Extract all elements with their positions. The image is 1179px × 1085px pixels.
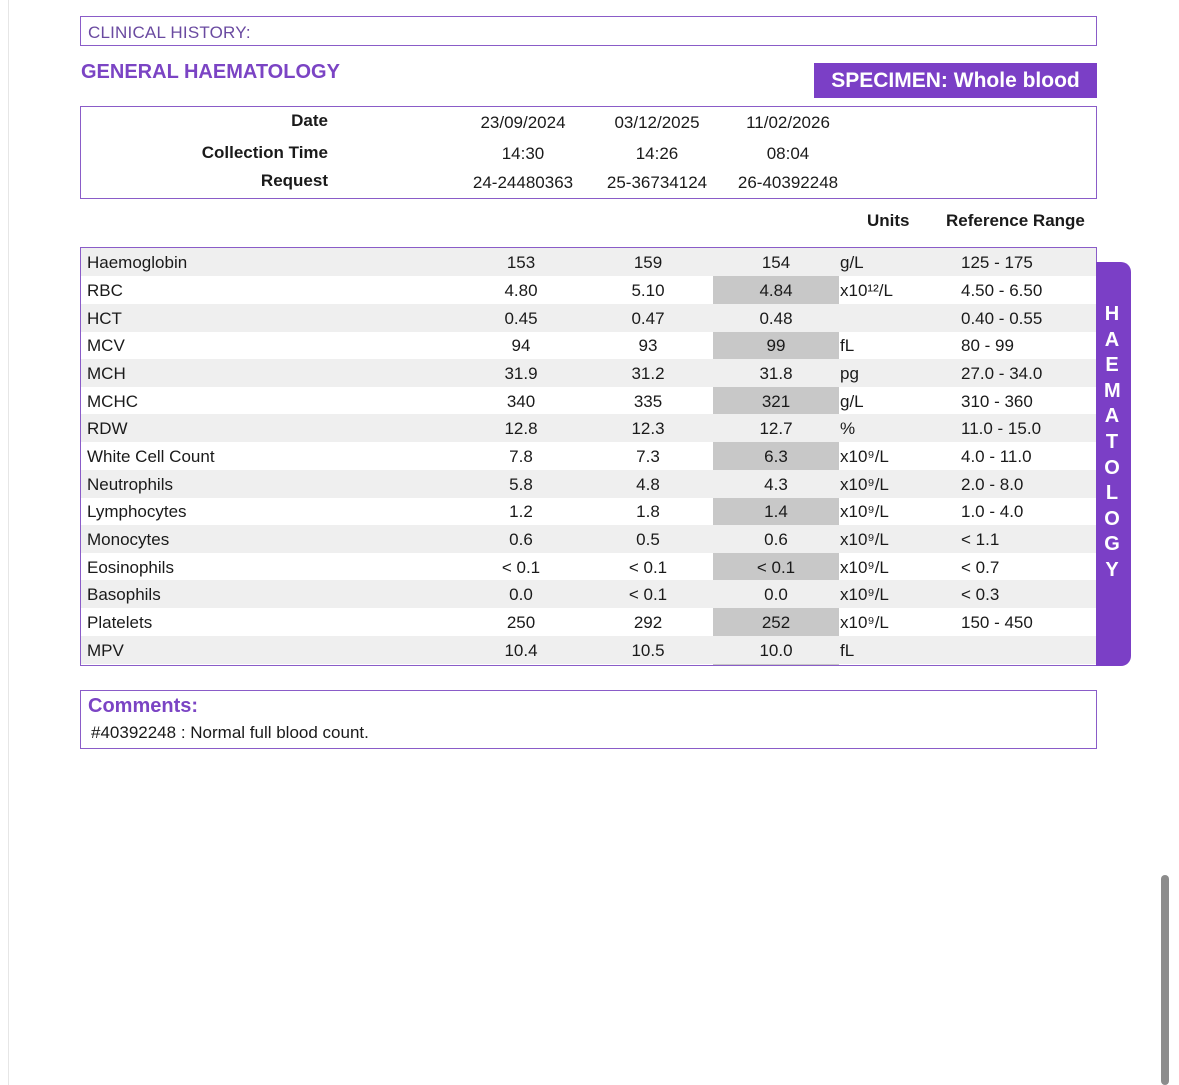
result-value-1: 250 xyxy=(506,613,536,632)
result-reference: < 0.7 xyxy=(961,558,1000,577)
result-name: MCHC xyxy=(87,392,138,411)
table-row xyxy=(81,497,1096,525)
result-value-2: 0.5 xyxy=(636,530,660,549)
result-reference: 310 - 360 xyxy=(961,392,1033,411)
comments-box xyxy=(80,690,1097,749)
result-reference: 150 - 450 xyxy=(961,613,1033,632)
result-value-3: 12.7 xyxy=(759,419,793,438)
result-value-2: < 0.1 xyxy=(628,558,668,577)
request-1: 24-24480363 xyxy=(472,173,574,192)
table-row xyxy=(81,414,1096,442)
result-value-2: 10.5 xyxy=(631,641,665,660)
page-edge xyxy=(8,0,9,1085)
result-reference: 2.0 - 8.0 xyxy=(961,475,1024,494)
result-value-1: 0.6 xyxy=(509,530,533,549)
table-row xyxy=(81,525,1096,553)
date-2: 03/12/2025 xyxy=(614,113,700,132)
result-value-2: 12.3 xyxy=(631,419,665,438)
result-name: HCT xyxy=(87,309,122,328)
result-unit: x10⁹/L xyxy=(840,585,889,604)
result-value-1: < 0.1 xyxy=(501,558,541,577)
result-unit: x10⁹/L xyxy=(840,475,889,494)
date-label: Date xyxy=(291,111,328,130)
comments-text: #40392248 : Normal full blood count. xyxy=(91,723,369,742)
result-unit: x10⁹/L xyxy=(840,502,889,521)
result-name: Lymphocytes xyxy=(87,502,187,521)
time-2: 14:26 xyxy=(635,144,679,163)
date-1: 23/09/2024 xyxy=(480,113,566,132)
result-value-1: 7.8 xyxy=(509,447,533,466)
clinical-history-box xyxy=(80,16,1097,46)
table-row xyxy=(81,387,1096,415)
result-reference: 11.0 - 15.0 xyxy=(961,419,1042,438)
result-value-3: 10.0 xyxy=(759,641,793,660)
result-reference: 1.0 - 4.0 xyxy=(961,502,1024,521)
result-value-3: 31.8 xyxy=(759,364,793,383)
result-value-1: 31.9 xyxy=(504,364,538,383)
result-name: Neutrophils xyxy=(87,475,173,494)
result-value-2: 7.3 xyxy=(636,447,660,466)
result-reference: < 0.3 xyxy=(961,585,1000,604)
scrollbar-thumb[interactable] xyxy=(1161,875,1169,1085)
request-label: Request xyxy=(260,171,328,190)
result-reference: 27.0 - 34.0 xyxy=(961,364,1043,383)
result-value-2: 1.8 xyxy=(636,502,660,521)
result-name: Haemoglobin xyxy=(87,253,188,272)
result-value-2: 31.2 xyxy=(631,364,665,383)
result-value-3: 252 xyxy=(761,613,791,632)
result-name: RDW xyxy=(87,419,128,438)
table-row xyxy=(81,553,1096,581)
result-reference: 125 - 175 xyxy=(961,253,1033,272)
result-value-1: 4.80 xyxy=(504,281,538,300)
result-value-3: 321 xyxy=(761,392,791,411)
time-3: 08:04 xyxy=(766,144,810,163)
result-value-1: 340 xyxy=(506,392,536,411)
request-3: 26-40392248 xyxy=(737,173,839,192)
table-row xyxy=(81,608,1096,636)
result-unit: x10⁹/L xyxy=(840,530,889,549)
result-value-3: 0.0 xyxy=(764,585,788,604)
result-value-2: 4.8 xyxy=(636,475,660,494)
table-row xyxy=(81,331,1096,359)
result-value-1: 5.8 xyxy=(509,475,533,494)
comments-title: Comments: xyxy=(88,695,199,717)
table-row xyxy=(81,304,1096,332)
table-row xyxy=(81,359,1096,387)
units-header: Units xyxy=(867,211,910,230)
table-row xyxy=(81,580,1096,608)
result-value-1: 94 xyxy=(511,336,531,355)
result-reference: 0.40 - 0.55 xyxy=(961,309,1043,328)
result-name: Platelets xyxy=(87,613,153,632)
result-name: MCV xyxy=(87,336,125,355)
time-1: 14:30 xyxy=(501,144,545,163)
result-value-1: 0.45 xyxy=(504,309,538,328)
result-name: Monocytes xyxy=(87,530,170,549)
result-unit: x10⁹/L xyxy=(840,613,889,632)
result-value-2: 93 xyxy=(638,336,658,355)
result-value-3: 1.4 xyxy=(764,502,788,521)
result-unit: % xyxy=(840,419,856,438)
table-row xyxy=(81,442,1096,470)
table-row xyxy=(81,248,1096,276)
result-reference: 80 - 99 xyxy=(961,336,1014,355)
result-value-2: 5.10 xyxy=(631,281,665,300)
results-table xyxy=(80,247,1097,666)
haematology-side-tab xyxy=(1096,262,1131,666)
table-row xyxy=(81,636,1096,664)
result-name: Eosinophils xyxy=(87,558,174,577)
result-name: MPV xyxy=(87,641,124,660)
result-value-3: < 0.1 xyxy=(756,558,796,577)
result-unit: g/L xyxy=(840,392,864,411)
result-unit: x10¹²/L xyxy=(840,281,893,300)
table-row xyxy=(81,276,1096,304)
result-name: White Cell Count xyxy=(87,447,215,466)
clinical-history-label: CLINICAL HISTORY: xyxy=(88,23,251,42)
result-reference: < 1.1 xyxy=(961,530,1000,549)
result-unit: x10⁹/L xyxy=(840,447,889,466)
result-value-3: 4.3 xyxy=(764,475,788,494)
request-2: 25-36734124 xyxy=(606,173,708,192)
result-reference: 4.0 - 11.0 xyxy=(961,447,1032,466)
result-value-2: 292 xyxy=(633,613,663,632)
result-value-3: 154 xyxy=(761,253,791,272)
reference-range-header: Reference Range xyxy=(946,211,1085,230)
result-value-3: 4.84 xyxy=(759,281,793,300)
result-unit: pg xyxy=(840,364,859,383)
specimen-badge: SPECIMEN: Whole blood xyxy=(814,63,1097,98)
result-value-2: < 0.1 xyxy=(628,585,668,604)
result-value-1: 12.8 xyxy=(504,419,538,438)
result-value-2: 0.47 xyxy=(631,309,665,328)
result-value-3: 6.3 xyxy=(764,447,788,466)
result-name: RBC xyxy=(87,281,123,300)
result-unit: x10⁹/L xyxy=(840,558,889,577)
result-value-3: 99 xyxy=(766,336,786,355)
collection-time-label: Collection Time xyxy=(201,143,328,162)
result-value-1: 10.4 xyxy=(504,641,538,660)
result-value-3: 0.6 xyxy=(764,530,788,549)
section-title: GENERAL HAEMATOLOGY xyxy=(81,61,340,83)
result-value-2: 159 xyxy=(633,253,663,272)
result-value-1: 0.0 xyxy=(509,585,533,604)
side-tab-label: HAEMATOLOGY xyxy=(1104,303,1121,581)
result-unit: fL xyxy=(840,641,855,660)
result-value-1: 153 xyxy=(506,253,536,272)
result-value-2: 335 xyxy=(633,392,663,411)
table-row xyxy=(81,470,1096,498)
date-3: 11/02/2026 xyxy=(746,113,830,132)
result-value-1: 1.2 xyxy=(509,502,533,521)
result-name: Basophils xyxy=(87,585,161,604)
result-value-3: 0.48 xyxy=(759,309,793,328)
result-name: MCH xyxy=(87,364,126,383)
result-reference: 4.50 - 6.50 xyxy=(961,281,1043,300)
request-header xyxy=(80,106,1097,199)
result-unit: g/L xyxy=(840,253,864,272)
result-unit: fL xyxy=(840,336,855,355)
